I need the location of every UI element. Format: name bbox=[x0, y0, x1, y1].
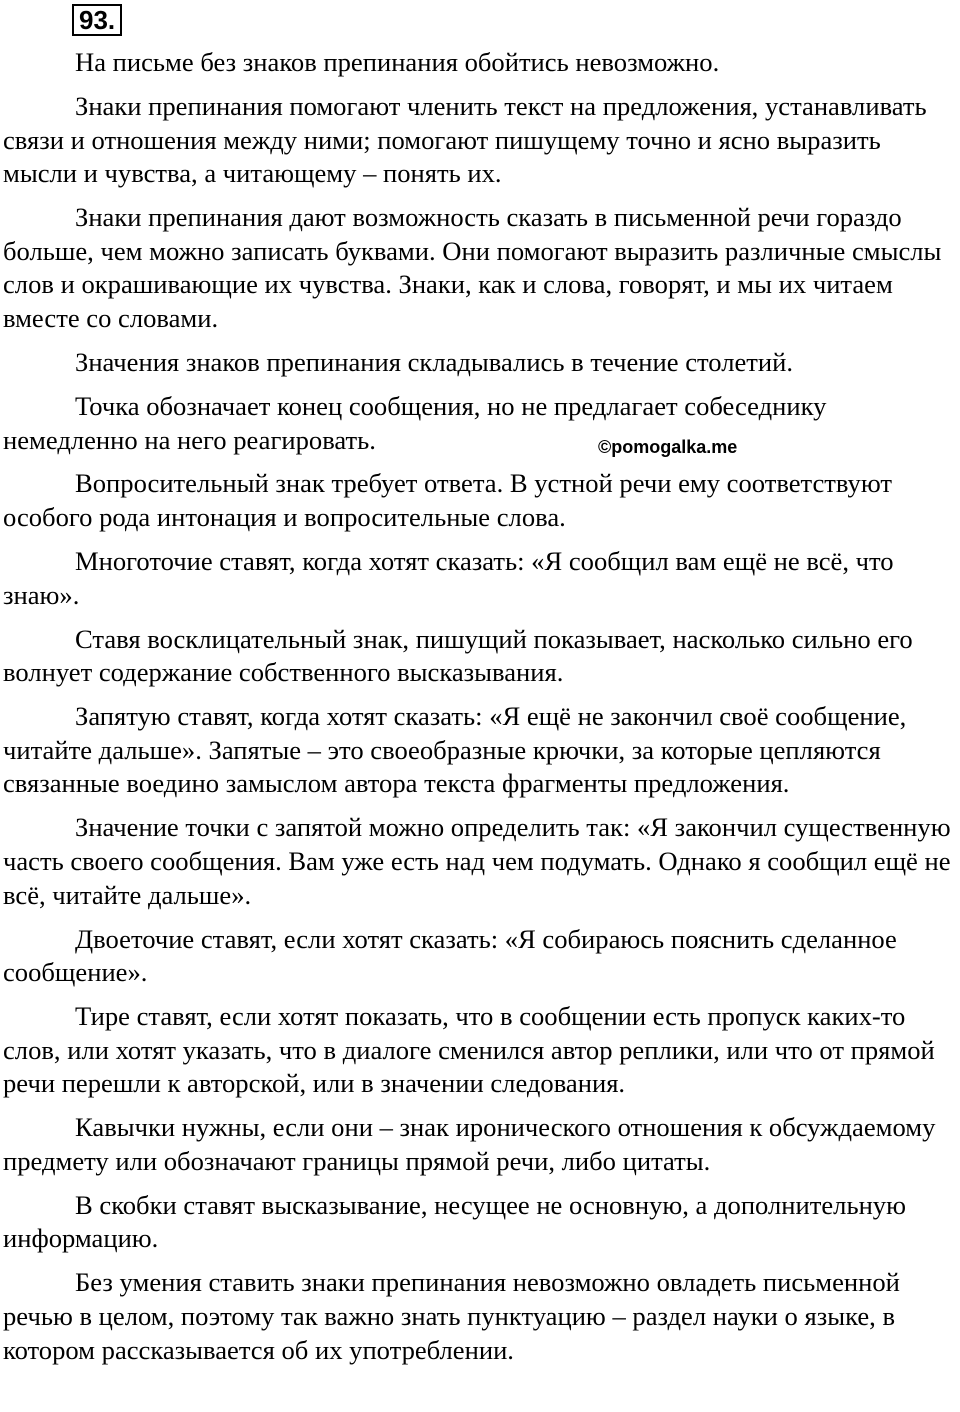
paragraph: Многоточие ставят, когда хотят сказать: «Я сообщил вам ещё не всё, что знаю». bbox=[3, 546, 894, 610]
paragraph: Значение точки с запятой можно определить так: «Я закончил существенную часть своего сообщения. Вам уже есть над чем подумать. Однако я сообщил ещё не всё, читайте дальше». bbox=[3, 812, 951, 910]
exercise-number: 93. bbox=[72, 4, 122, 36]
paragraph: Вопросительный знак требует ответа. В устной речи ему соответствуют особого рода интонация и вопросительные слова. bbox=[3, 468, 892, 533]
paragraph: Запятую ставят, когда хотят сказать: «Я ещё не закончил своё сообщение, читайте дальше». Запятые – это своеобразные крючки, за которые цепляются связанные воедино замыслом автора текста фрагменты предложения. bbox=[3, 701, 907, 799]
watermark: ©pomogalka.me bbox=[598, 437, 738, 457]
paragraph: Без умения ставить знаки препинания невозможно овладеть письменной речью в целом, поэтому так важно знать пунктуацию – раздел науки о языке, в котором рассказывается об их употреблении. bbox=[3, 1267, 900, 1365]
paragraph: Ставя восклицательный знак, пишущий показывает, насколько сильно его волнует содержание собственного высказывания. bbox=[3, 623, 913, 688]
paragraph: Знаки препинания помогают членить текст на предложения, устанавливать связи и отношения между ними; помогают пишущему точно и ясно выразить мысли и чувства, а читающему – понять их. bbox=[3, 90, 927, 189]
paragraph: В скобки ставят высказывание, несущее не основную, а дополнительную информацию. bbox=[3, 1189, 906, 1254]
paragraph: Двоеточие ставят, если хотят сказать: «Я собираюсь пояснить сделанное сообщение». bbox=[3, 923, 897, 988]
paragraph: Тире ставят, если хотят показать, что в сообщении есть пропуск каких-то слов, или хотят указать, что в диалоге сменился автор реплики, или что от прямой речи перешли к авторской, или в значении следования. bbox=[3, 1001, 935, 1099]
paragraph: Значения знаков препинания складывались в течение столетий. bbox=[75, 346, 794, 377]
paragraph: Знаки препинания дают возможность сказать в письменной речи гораздо больше, чем можно записать буквами. Они помогают выразить различные смыслы слов и окрашивающие их чувства. Знаки, как и слова, говорят, и мы их читаем вместе со словами. bbox=[3, 202, 942, 333]
paragraph: Точка обозначает конец сообщения, но не предлагает собеседнику немедленно на него реагировать. bbox=[3, 390, 827, 455]
paragraph: Кавычки нужны, если они – знак иронического отношения к обсуждаемому предмету или обозначают границы прямой речи, либо цитаты. bbox=[3, 1112, 936, 1176]
exercise-text bbox=[3, 46, 957, 1378]
paragraph: На письме без знаков препинания обойтись невозможно. bbox=[75, 47, 720, 77]
